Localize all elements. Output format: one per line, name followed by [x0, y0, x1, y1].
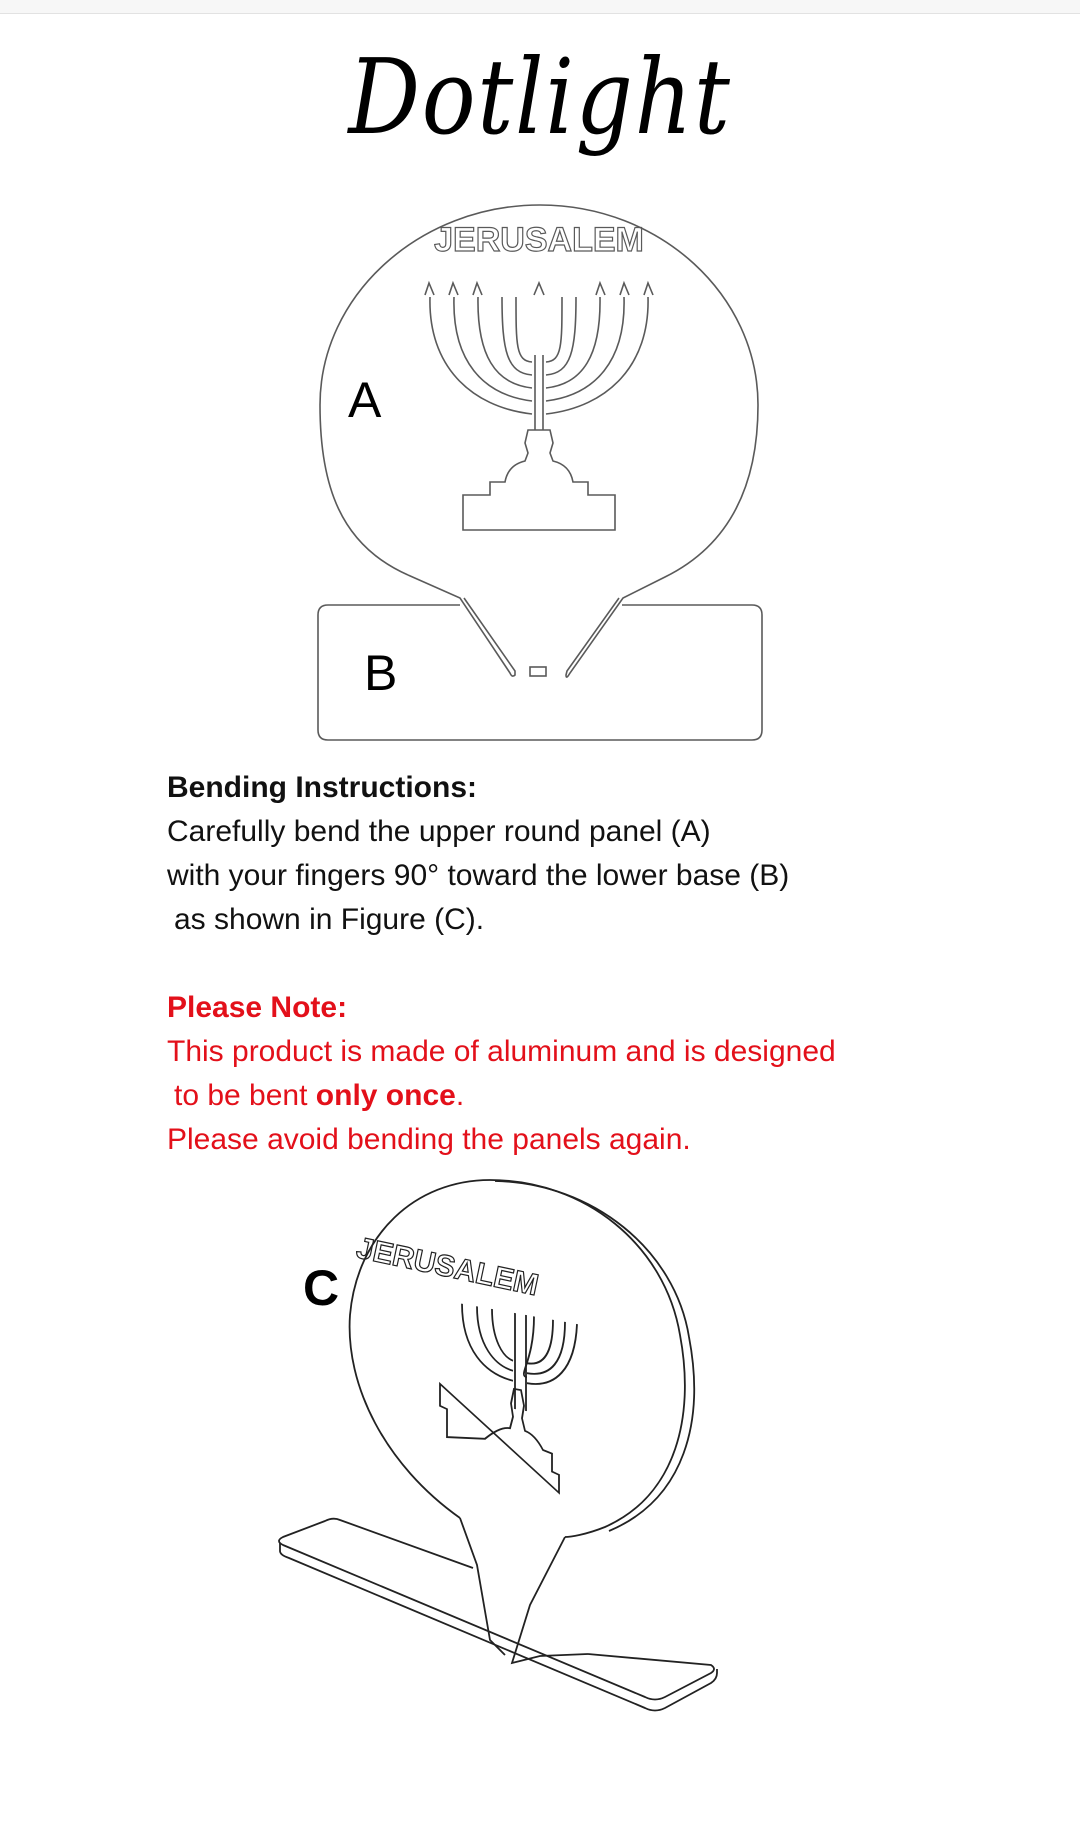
- slot: [530, 667, 546, 676]
- round-panel-outline: [320, 205, 758, 677]
- stem-outline: [460, 1518, 588, 1663]
- label-figure-c: C: [303, 1260, 340, 1316]
- figure-flat-drawing: [280, 185, 800, 755]
- note-line-3: Please avoid bending the panels again.: [167, 1123, 691, 1156]
- figure-bent-drawing: [265, 1165, 805, 1825]
- engraving-text-bent: JERUSALEM: [353, 1231, 542, 1303]
- instructions-line-2: with your fingers 90° toward the lower base (B): [167, 859, 790, 892]
- figure-flat: [280, 185, 800, 755]
- note-line-2-suffix: .: [455, 1079, 465, 1112]
- instructions-heading: Bending Instructions:: [167, 771, 477, 804]
- label-panel-a: A: [348, 372, 382, 428]
- menorah-outline-bent: [440, 1300, 577, 1496]
- instructions-line-3: as shown in Figure (C).: [174, 903, 485, 936]
- round-panel-outline-left: [408, 575, 515, 676]
- note-heading: Please Note:: [167, 991, 348, 1024]
- figure-bent: [265, 1165, 805, 1825]
- note-line-2: [167, 1074, 1027, 1118]
- note-line-2-prefix: to be bent: [174, 1079, 316, 1112]
- instructions-block: [167, 766, 1027, 1162]
- base-plate-top: [279, 1519, 714, 1700]
- note-line-1: This product is made of aluminum and is designed: [167, 1035, 836, 1068]
- brand-logo: Dotlight: [348, 36, 732, 158]
- note-block: [167, 986, 1027, 1162]
- disc-outline: [350, 1180, 685, 1537]
- note-emphasis: only once: [315, 1079, 456, 1112]
- engraving-text: JERUSALEM: [434, 221, 644, 259]
- disc-edge: [495, 1181, 694, 1531]
- label-base-b: B: [364, 645, 398, 701]
- menorah-outline: [425, 283, 653, 530]
- top-bar: [0, 0, 1080, 14]
- base-plate-edge: [280, 1543, 717, 1711]
- instructions-line-1: Carefully bend the upper round panel (A): [167, 815, 711, 848]
- menorah-cups: [425, 283, 653, 295]
